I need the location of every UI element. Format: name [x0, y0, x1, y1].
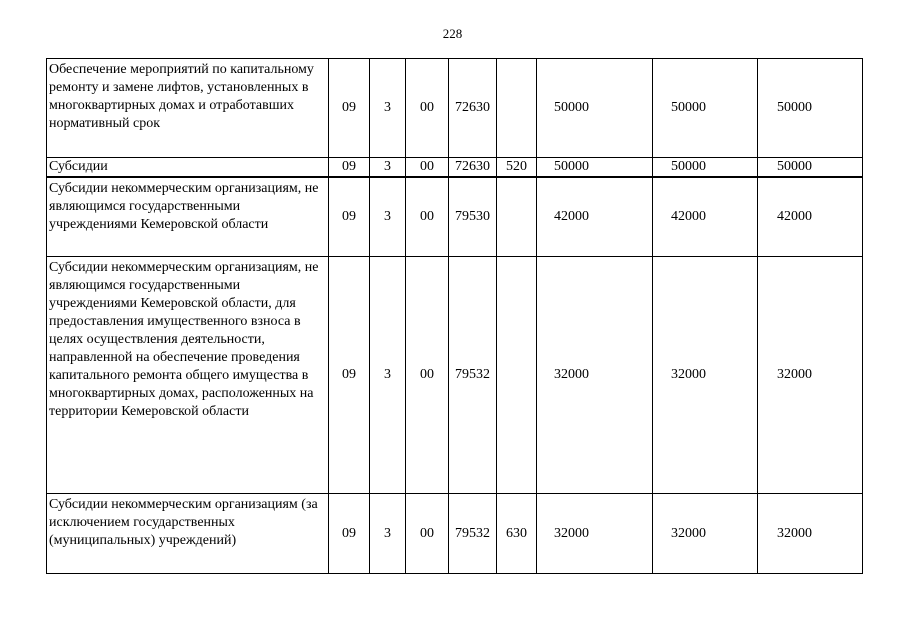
target-code: 72630	[449, 158, 497, 178]
row-name: Субсидии некоммерческим организациям, не являющимся государственными учреждениями Кемеровской области	[47, 177, 329, 257]
amount-year-3: 32000	[758, 494, 863, 574]
amount-year-2: 42000	[653, 177, 758, 257]
expense-type-code	[497, 257, 537, 494]
table-row	[47, 494, 863, 574]
target-code: 72630	[449, 59, 497, 158]
amount-year-1: 42000	[537, 177, 653, 257]
table-row	[47, 177, 863, 257]
subsection-code: 3	[370, 158, 406, 178]
amount-year-2: 32000	[653, 257, 758, 494]
table-row	[47, 158, 863, 178]
section-code: 09	[329, 177, 370, 257]
expense-type-code: 520	[497, 158, 537, 178]
table-row	[47, 257, 863, 494]
page-number: 228	[442, 26, 463, 41]
expense-type-code: 630	[497, 494, 537, 574]
amount-year-3: 50000	[758, 59, 863, 158]
expense-type-code	[497, 59, 537, 158]
amount-year-1: 50000	[537, 59, 653, 158]
subsection-code: 3	[370, 257, 406, 494]
amount-year-1: 32000	[537, 494, 653, 574]
program-code: 00	[406, 257, 449, 494]
program-code: 00	[406, 494, 449, 574]
subsection-code: 3	[370, 59, 406, 158]
program-code: 00	[406, 59, 449, 158]
subsection-code: 3	[370, 494, 406, 574]
program-code: 00	[406, 158, 449, 178]
amount-year-3: 32000	[758, 257, 863, 494]
row-name: Обеспечение мероприятий по капитальному ремонту и замене лифтов, установленных в многоквартирных домах и отработавших нормативный срок	[47, 59, 329, 158]
section-code: 09	[329, 257, 370, 494]
amount-year-3: 42000	[758, 177, 863, 257]
row-name: Субсидии некоммерческим организациям (за исключением государственных (муниципальных) учреждений)	[47, 494, 329, 574]
target-code: 79530	[449, 177, 497, 257]
table-row	[47, 59, 863, 158]
section-code: 09	[329, 59, 370, 158]
row-name: Субсидии некоммерческим организациям, не являющимся государственными учреждениями Кемеровской области, для предоставления имущественного взноса в целях осуществления деятельности, направленной на обеспечение проведения капитального ремонта общего имущества в многоквартирных домах, расположенных на территории Кемеровской области	[47, 257, 329, 494]
amount-year-1: 50000	[537, 158, 653, 178]
amount-year-2: 50000	[653, 59, 758, 158]
section-code: 09	[329, 158, 370, 178]
expense-type-code	[497, 177, 537, 257]
amount-year-1: 32000	[537, 257, 653, 494]
amount-year-2: 50000	[653, 158, 758, 178]
budget-table	[46, 58, 863, 574]
target-code: 79532	[449, 494, 497, 574]
subsection-code: 3	[370, 177, 406, 257]
amount-year-2: 32000	[653, 494, 758, 574]
program-code: 00	[406, 177, 449, 257]
amount-year-3: 50000	[758, 158, 863, 178]
row-name: Субсидии	[47, 158, 329, 178]
section-code: 09	[329, 494, 370, 574]
target-code: 79532	[449, 257, 497, 494]
